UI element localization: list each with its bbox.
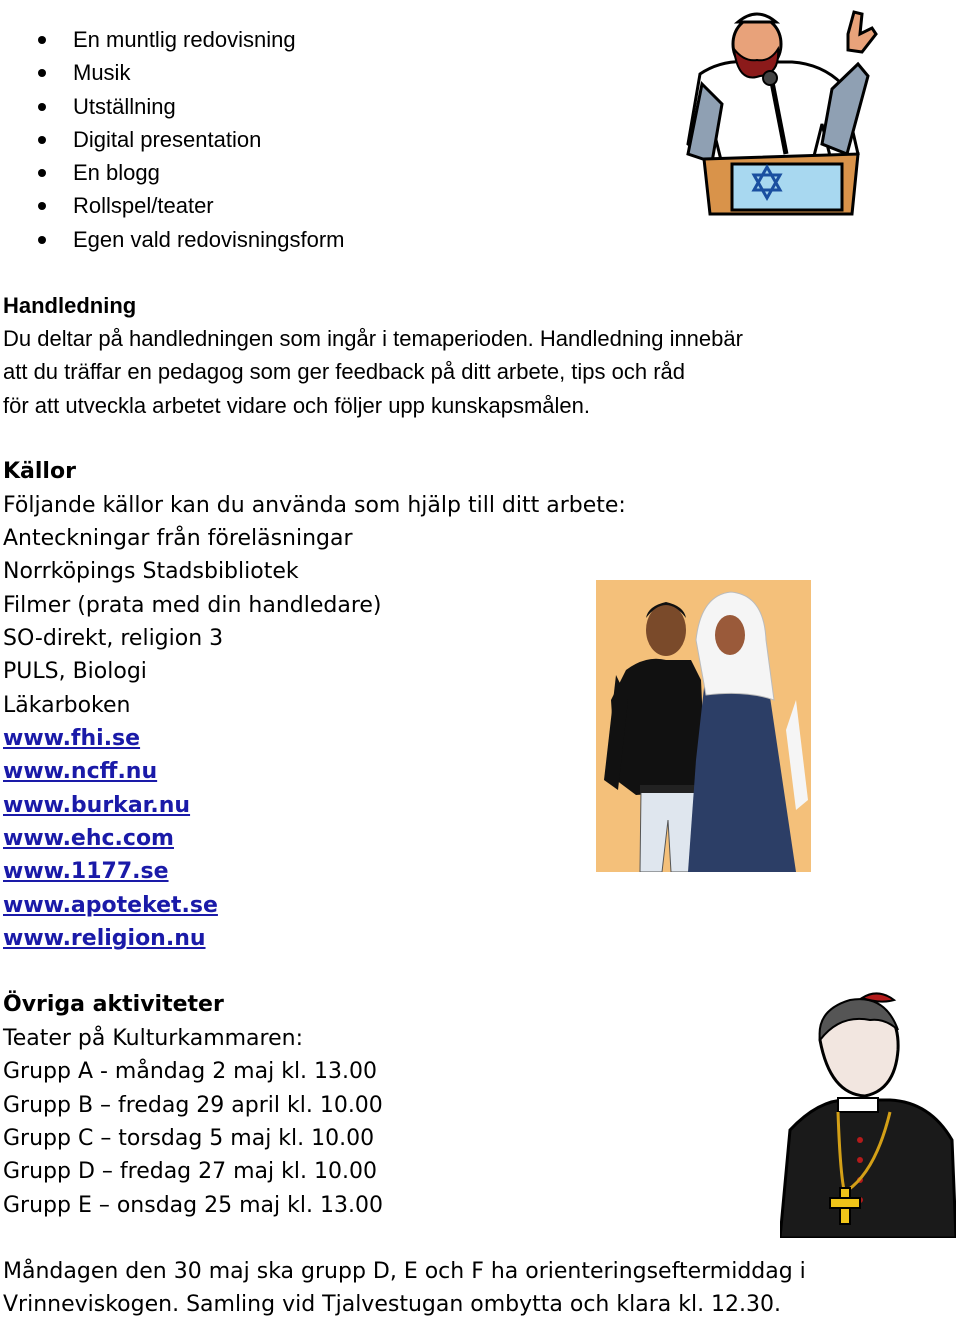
bullet-icon	[38, 69, 46, 77]
link-religion[interactable]: www.religion.nu	[3, 926, 206, 951]
list-item-text: Egen vald redovisningsform	[73, 226, 345, 252]
bullet-icon	[38, 169, 46, 177]
link-ncff[interactable]: www.ncff.nu	[3, 759, 158, 784]
presentation-format-list	[0, 23, 344, 256]
link-1177[interactable]: www.1177.se	[3, 859, 169, 884]
list-item	[0, 90, 344, 123]
kallor-intro: Följande källor kan du använda som hjälp till ditt arbete:	[3, 493, 626, 518]
footer-text-line: Vrinneviskogen. Samling vid Tjalvestugan ombytta och klara kl. 12.30.	[3, 1292, 782, 1317]
list-item	[0, 56, 344, 89]
link-apoteket[interactable]: www.apoteket.se	[3, 893, 218, 918]
list-item	[0, 123, 344, 156]
group-schedule-item: Grupp C – torsdag 5 maj kl. 10.00	[3, 1126, 375, 1151]
group-schedule-item: Grupp E – onsdag 25 maj kl. 13.00	[3, 1193, 383, 1218]
list-item	[0, 223, 344, 256]
bullet-icon	[38, 103, 46, 111]
muslim-couple-clipart	[596, 580, 811, 872]
list-item	[0, 23, 344, 56]
link-fhi[interactable]: www.fhi.se	[3, 726, 141, 751]
source-item: Norrköpings Stadsbibliotek	[3, 559, 299, 584]
bullet-icon	[38, 236, 46, 244]
list-item-text: Rollspel/teater	[73, 193, 214, 219]
list-item-text: En blogg	[73, 160, 160, 186]
bullet-icon	[38, 136, 46, 144]
group-schedule-item: Grupp A - måndag 2 maj kl. 13.00	[3, 1059, 378, 1084]
list-item-text: Digital presentation	[73, 126, 262, 152]
handledning-text-line: för att utveckla arbetet vidare och följer upp kunskapsmålen.	[3, 393, 590, 418]
rabbi-clipart	[682, 4, 878, 216]
handledning-text-line: att du träffar en pedagog som ger feedback på ditt arbete, tips och råd	[3, 359, 686, 384]
handledning-heading: Handledning	[3, 293, 137, 318]
link-burkar[interactable]: www.burkar.nu	[3, 793, 191, 818]
list-item-text: Utställning	[73, 93, 176, 119]
ovriga-intro: Teater på Kulturkammaren:	[3, 1026, 303, 1051]
link-ehc[interactable]: www.ehc.com	[3, 826, 174, 851]
source-item: Läkarboken	[3, 693, 131, 718]
list-item-text: Musik	[73, 60, 131, 86]
footer-text-line: Måndagen den 30 maj ska grupp D, E och F ha orienteringseftermiddag i	[3, 1259, 806, 1284]
ovriga-heading: Övriga aktiviteter	[3, 992, 224, 1017]
kallor-heading: Källor	[3, 459, 76, 484]
bishop-clipart	[780, 990, 956, 1238]
bullet-icon	[38, 36, 46, 44]
handledning-text-line: Du deltar på handledningen som ingår i temaperioden. Handledning innebär	[3, 326, 743, 351]
group-schedule-item: Grupp D – fredag 27 maj kl. 10.00	[3, 1159, 377, 1184]
group-schedule-item: Grupp B – fredag 29 april kl. 10.00	[3, 1093, 383, 1118]
list-item	[0, 156, 344, 189]
list-item-text: En muntlig redovisning	[73, 27, 296, 52]
bullet-icon	[38, 202, 46, 210]
source-item: SO-direkt, religion 3	[3, 626, 224, 651]
source-item: PULS, Biologi	[3, 659, 147, 684]
source-item: Anteckningar från föreläsningar	[3, 526, 353, 551]
list-item	[0, 189, 344, 222]
source-item: Filmer (prata med din handledare)	[3, 593, 382, 618]
